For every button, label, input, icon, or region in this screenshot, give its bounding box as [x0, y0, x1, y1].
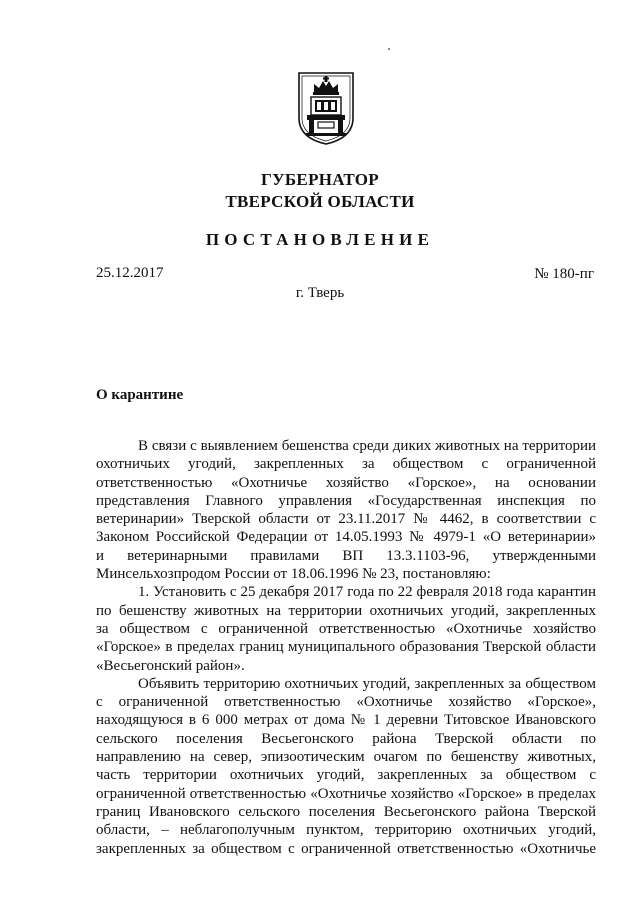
document-subject: О карантине	[96, 387, 184, 403]
document-body	[96, 437, 596, 858]
tver-coat-of-arms-icon	[296, 70, 356, 146]
body-line: ограниченной ответственностью «Охотничье хозяйство «Горское» в пределах	[96, 785, 596, 802]
issuer-title-line1: ГУБЕРНАТОР	[261, 170, 379, 189]
body-line: 1. Установить с 25 декабря 2017 года по 22 февраля 2018 года карантин	[138, 584, 596, 601]
body-line: ответственностью «Охотничье хозяйство «Горское», на основании	[96, 474, 596, 491]
body-line: Законом Российской Федерации от 14.05.1993 № 4979-1 «О ветеринарии»	[96, 529, 596, 546]
body-line: представления Главного управления «Государственная инспекция по	[96, 492, 596, 509]
body-line: области, – неблагополучным пунктом, территорию охотничьих угодий,	[96, 822, 596, 839]
body-line: закрепленных за обществом с ограниченной ответственностью «Охотничье	[96, 840, 596, 857]
document-date: 25.12.2017	[96, 265, 164, 281]
scan-speck	[388, 48, 390, 50]
document-city: г. Тверь	[295, 285, 345, 301]
body-line: Минсельхозпродом России от 18.06.1996 № 23, постановляю:	[96, 566, 491, 583]
body-line: находящуюся в 6 000 метрах от дома № 1 деревни Титовское Ивановского	[96, 712, 596, 729]
body-line: с ограниченной ответственностью «Охотничье хозяйство «Горское»,	[96, 694, 596, 711]
body-line: направлению на север, эпизоотическим очагом по бешенству животных,	[96, 749, 596, 766]
document-type: ПОСТАНОВЛЕНИЕ	[205, 230, 435, 249]
body-line: по бешенству животных на территории охотничьих угодий, закрепленных	[96, 602, 596, 619]
body-line: Объявить территорию охотничьих угодий, закрепленных за обществом	[138, 675, 596, 692]
body-line: В связи с выявлением бешенства среди диких животных на территории	[138, 438, 596, 454]
body-line: и ветеринарными правилами ВП 13.3.1103-96, утвержденными	[96, 547, 596, 564]
body-line: «Весьегонский район».	[96, 657, 245, 674]
body-line: «Горское» в пределах границ муниципального образования Тверской области	[96, 639, 596, 656]
body-line: за обществом с ограниченной ответственностью «Охотничье хозяйство	[96, 620, 596, 637]
body-line: ветеринарии» Тверской области от 23.11.2017 № 4462, в соответствии с	[96, 511, 596, 528]
document-number: № 180-пг	[534, 266, 594, 282]
body-line: сельского поселения Весьегонского района Тверской области по	[96, 730, 596, 747]
body-line: охотничьих угодий, закрепленных за обществом с ограниченной	[96, 456, 596, 473]
body-line: часть территории охотничьих угодий, закрепленных за обществом с	[96, 767, 596, 784]
issuer-title-line2: ТВЕРСКОЙ ОБЛАСТИ	[225, 192, 415, 211]
body-line: границ Ивановского сельского поселения Весьегонского района Тверской	[96, 803, 596, 820]
